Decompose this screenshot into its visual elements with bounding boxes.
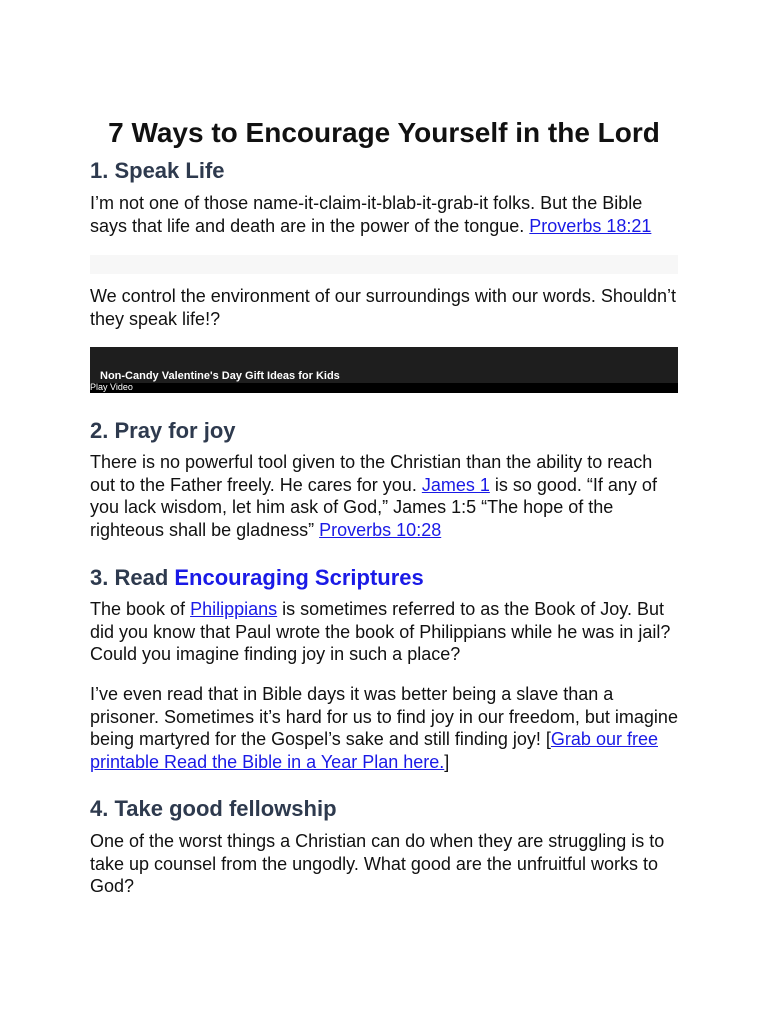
philippians-text-2: is sometimes referred to as the Book of Joy. But did you know that Paul wrote the book of Philippians while he was in jail? Could you imagine finding joy in such a place? <box>90 599 671 664</box>
play-video-button[interactable]: Play Video <box>90 382 133 392</box>
pray-text-1: There is no powerful tool given to the Christian than the ability to reach out to the Father freely. He cares for you. <box>90 452 653 495</box>
slave-prisoner-paragraph <box>90 683 678 773</box>
encouraging-scriptures-link[interactable]: Encouraging Scriptures <box>174 565 424 590</box>
speak-life-paragraph-2: We control the environment of our surroundings with our words. Shouldn’t they speak life!? <box>90 286 676 329</box>
video-title: Non-Candy Valentine's Day Gift Ideas for Kids <box>100 370 340 382</box>
section-heading-speak-life: 1. Speak Life <box>90 158 225 183</box>
section-heading-pray-for-joy: 2. Pray for joy <box>90 418 236 443</box>
speak-life-text: I’m not one of those name-it-claim-it-blab-it-grab-it folks. But the Bible says that life and death are in the power of the tongue. <box>90 193 643 236</box>
proverbs-10-28-link[interactable]: Proverbs 10:28 <box>319 519 442 540</box>
pray-for-joy-paragraph <box>90 451 678 541</box>
pray-text-2: is so good. “If any of you lack wisdom, let him ask of God,” James 1:5 “The hope of the righteous shall be gladness” <box>90 474 657 540</box>
slave-prisoner-text: I’ve even read that in Bible days it was better being a slave than a prisoner. Sometimes it’s hard for us to find joy in our freedom, but imagine being martyred for the Gospel’s sake and still finding joy! [ <box>90 684 678 749</box>
video-control-bar <box>90 383 678 393</box>
james-1-link[interactable]: James 1 <box>421 474 490 495</box>
read-heading-prefix: 3. Read <box>90 565 175 590</box>
read-bible-plan-link[interactable]: Grab our free printable Read the Bible in a Year Plan here. <box>90 729 658 772</box>
philippians-text-1: The book of <box>90 599 191 619</box>
ad-placeholder <box>90 255 678 274</box>
video-player[interactable] <box>90 347 678 393</box>
fellowship-paragraph: One of the worst things a Christian can do when they are struggling is to take up counsel from the ungodly. What good are the unfruitful works to God? <box>90 831 665 896</box>
section-heading-fellowship: 4. Take good fellowship <box>90 796 337 821</box>
page-title: 7 Ways to Encourage Yourself in the Lord <box>108 117 660 148</box>
proverbs-18-21-link[interactable]: Proverbs 18:21 <box>529 215 652 236</box>
philippians-link[interactable]: Philippians <box>190 599 278 619</box>
speak-life-paragraph <box>90 192 678 237</box>
philippians-paragraph <box>90 598 678 666</box>
closing-bracket: ] <box>444 751 450 772</box>
section-heading-read-scriptures <box>90 564 424 592</box>
